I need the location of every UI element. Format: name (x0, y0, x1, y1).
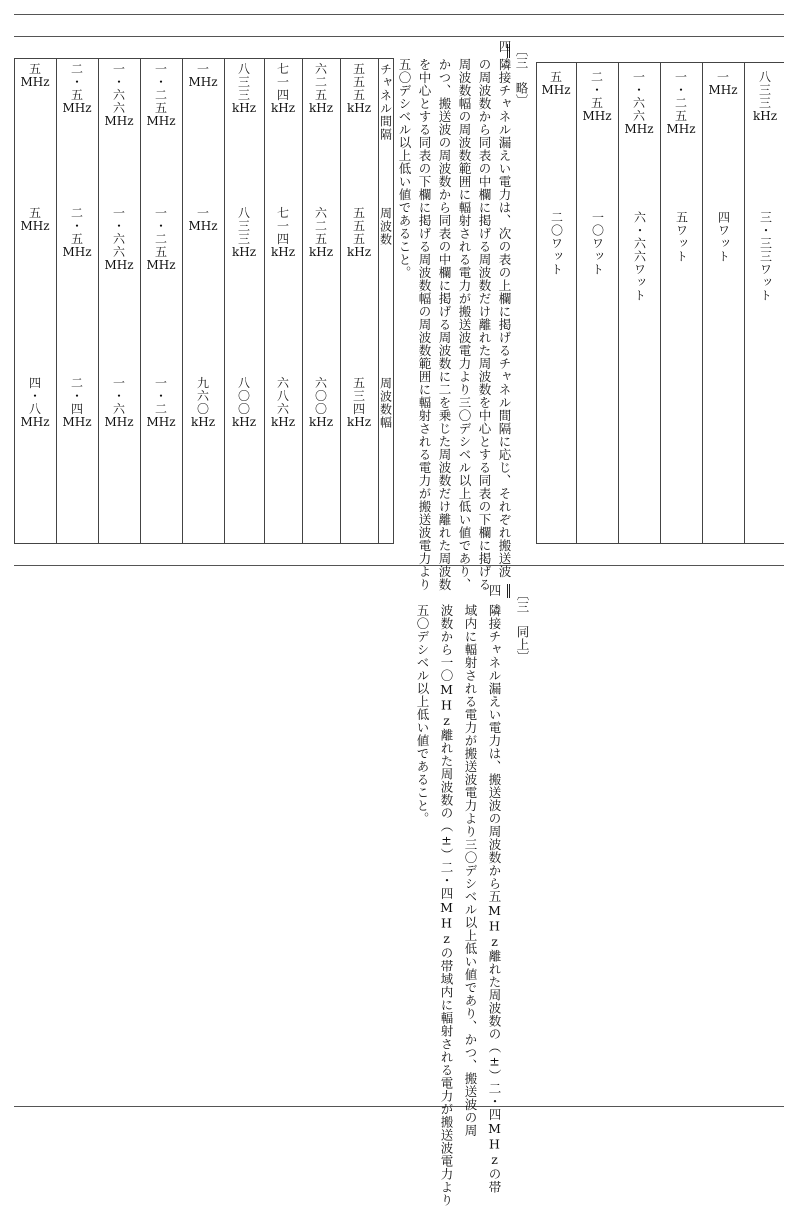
table-cell: 七 一 四 kHz (270, 206, 296, 259)
table-cell: 一 MHz (708, 70, 738, 97)
channel-spacing-table (14, 58, 394, 544)
table-cell: 二 ・ 五 MHz (582, 70, 612, 123)
table-cell: 八 三 三 kHz (231, 206, 257, 259)
table-cell: 一 ・ 二 五 MHz (666, 70, 696, 136)
table-cell: 六 二 五 kHz (308, 62, 334, 115)
table-cell: 一 MHz (188, 62, 218, 89)
table-cell: 一 ・ 六 六 MHz (104, 206, 134, 272)
table-cell: 五 MHz (20, 206, 50, 233)
lower-item-number: 四 (487, 584, 502, 597)
lower-paragraph-line-2: 域内に輻射される電力が搬送波電力より三〇デシベル以上低い値であり、かつ、搬送波の周 (463, 604, 478, 1137)
table-cell: 九 六 〇 kHz (190, 376, 216, 429)
upper-section-top-rule (14, 36, 784, 37)
previous-power-table (536, 62, 784, 544)
table-cell: 六 〇 〇 kHz (308, 376, 334, 429)
table-cell: 一 ・ 二 五 MHz (146, 206, 176, 272)
upper-paragraph-line-6: 五〇デシベル以上低い値であること。 (397, 58, 412, 279)
table-cell: 一 ・ 二 五 MHz (146, 62, 176, 128)
header-bandwidth: 周波数幅 (378, 377, 393, 429)
table-cell: 二〇ワット (549, 211, 564, 276)
upper-paragraph-line-1: 隣接チャネル漏えい電力は、次の表の上欄に掲げるチャネル間隔に応じ、それぞれ搬送波 (497, 58, 512, 578)
table-cell: 四ワット (716, 211, 731, 263)
table-cell: 一 ・ 六 六 MHz (104, 62, 134, 128)
table-cell: 一 ・ 六 六 MHz (624, 70, 654, 136)
table-cell: 五 MHz (541, 70, 571, 97)
upper-paragraph-line-3: 周波数幅の周波数範囲に輻射される電力が搬送波電力より三〇デシベル以上低い値であり、 (457, 58, 472, 591)
table-cell: 一 ・ 六 MHz (104, 376, 134, 429)
table-cell: 一〇ワット (590, 211, 605, 276)
table-cell: 一 ・ 二 MHz (146, 376, 176, 429)
table-cell: 三・三三ワット (758, 211, 773, 302)
lower-section-bottom-rule (14, 1106, 784, 1107)
table-cell: 八 〇 〇 kHz (231, 376, 257, 429)
table-cell: 八 三 三 kHz (752, 70, 778, 123)
table-cell: 一 MHz (188, 206, 218, 233)
table-cell: 六 八 六 kHz (270, 376, 296, 429)
table-cell: 五 五 五 kHz (346, 62, 372, 115)
table-cell: 五 五 五 kHz (346, 206, 372, 259)
lower-paragraph-line-4: 五〇デシベル以上低い値であること。 (415, 604, 430, 825)
table-cell: 二 ・ 五 MHz (62, 206, 92, 259)
table-cell: 二 ・ 五 MHz (62, 62, 92, 115)
lower-paragraph-line-3: 波数から一〇MHz離れた周波数の（±）二・四MHzの帯域内に輻射される電力が搬送波電力より (439, 604, 454, 1207)
upper-bracket-note: 〔三 略〕 (514, 44, 529, 107)
lower-paragraph-line-1: 隣接チャネル漏えい電力は、搬送波の周波数から五MHz離れた周波数の（±）二・四MHzの帯 (487, 604, 502, 1194)
table-cell: 四 ・ 八 MHz (20, 376, 50, 429)
upper-paragraph-line-2: の周波数から同表の中欄に掲げる周波数だけ離れた周波数を中心とする同表の下欄に掲げる (477, 58, 492, 591)
upper-paragraph-line-5: を中心とする同表の下欄に掲げる周波数幅の周波数範囲に輻射される電力が搬送波電力より (417, 58, 432, 591)
lower-bracket-note: 〔三 同上〕 (515, 588, 530, 663)
header-channel-spacing: チャネル間隔 (378, 63, 393, 141)
top-rule (14, 14, 784, 15)
header-frequency: 周波数 (378, 207, 393, 246)
table-cell: 五 MHz (20, 62, 50, 89)
upper-item-number: 四 (497, 40, 512, 53)
table-cell: 七 一 四 kHz (270, 62, 296, 115)
table-cell: 六・六六ワット (632, 211, 647, 302)
upper-paragraph-line-4: かつ、搬送波の周波数から同表の中欄に掲げる周波数に二を乗じた周波数だけ離れた周波数 (437, 58, 452, 591)
section-divider-rule (14, 565, 784, 566)
table-cell: 二 ・ 四 MHz (62, 376, 92, 429)
table-cell: 五ワット (674, 211, 689, 263)
table-cell: 八 三 三 kHz (231, 62, 257, 115)
table-cell: 五 三 四 kHz (346, 376, 372, 429)
lower-item-mark (507, 584, 510, 598)
table-cell: 六 二 五 kHz (308, 206, 334, 259)
